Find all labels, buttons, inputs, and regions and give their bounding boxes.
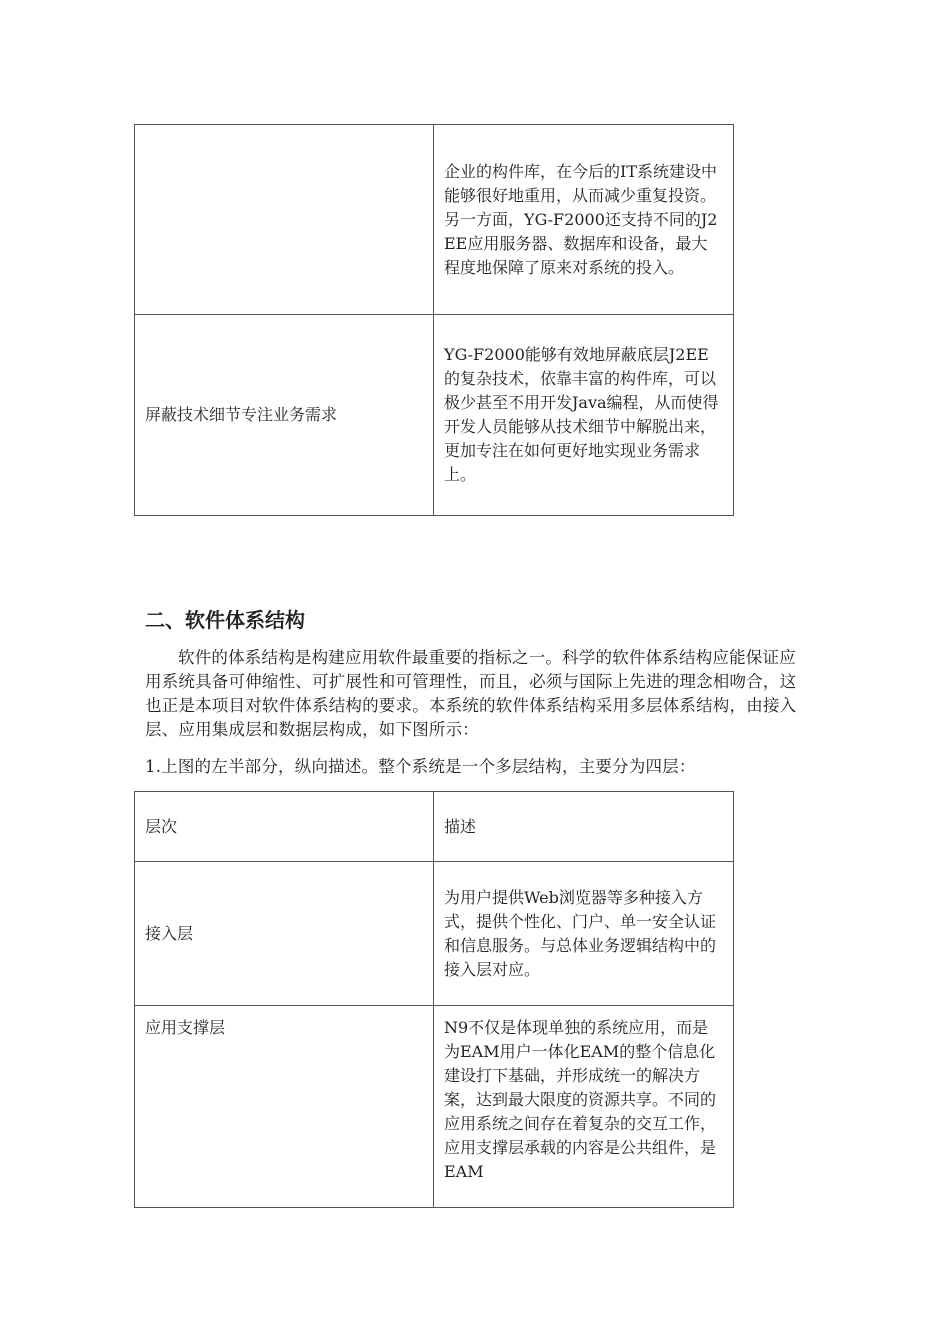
layer-name-cell: 接入层 <box>135 862 434 1006</box>
feature-name-cell: 屏蔽技术细节专注业务需求 <box>135 315 434 516</box>
header-cell-layer: 层次 <box>135 792 434 862</box>
feature-desc-cell: 企业的构件库，在今后的IT系统建设中能够很好地重用，从而减少重复投资。另一方面，YG-F2000还支持不同的J2EE应用服务器、数据库和设备，最大程度地保障了原来对系统的投入。 <box>434 125 734 315</box>
table-row <box>135 1006 734 1208</box>
layer-desc-cell: N9不仅是体现单独的系统应用，而是为EAM用户一体化EAM的整个信息化建设打下基础，并形成统一的解决方案，达到最大限度的资源共享。不同的应用系统之间存在着复杂的交互工作，应用支撑层承载的内容是公共组件，是EAM <box>434 1006 734 1208</box>
feature-table <box>134 124 734 516</box>
table-row <box>135 315 734 516</box>
table-row <box>135 125 734 315</box>
table-header-row <box>135 792 734 862</box>
section-paragraph: 软件的体系结构是构建应用软件最重要的指标之一。科学的软件体系结构应能保证应用系统具备可伸缩性、可扩展性和可管理性，而且，必须与国际上先进的理念相吻合，这也正是本项目对软件体系结构的要求。本系统的软件体系结构采用多层体系结构，由接入层、应用集成层和数据层构成，如下图所示： <box>145 648 797 739</box>
layer-table <box>134 791 734 1208</box>
header-cell-description: 描述 <box>434 792 734 862</box>
feature-desc-cell: YG-F2000能够有效地屏蔽底层J2EE的复杂技术，依靠丰富的构件库，可以极少甚至不用开发Java编程，从而使得开发人员能够从技术细节中解脱出来，更加专注在如何更好地实现业务需求上。 <box>434 315 734 516</box>
list-intro-paragraph: 1.上图的左半部分，纵向描述。整个系统是一个多层结构，主要分为四层： <box>145 757 696 776</box>
layer-desc-cell: 为用户提供Web浏览器等多种接入方式，提供个性化、门户、单一安全认证和信息服务。与总体业务逻辑结构中的接入层对应。 <box>434 862 734 1006</box>
layer-name-cell: 应用支撑层 <box>135 1006 434 1208</box>
feature-name-cell <box>135 125 434 315</box>
table-row <box>135 862 734 1006</box>
section-heading: 二、软件体系结构 <box>145 608 305 632</box>
